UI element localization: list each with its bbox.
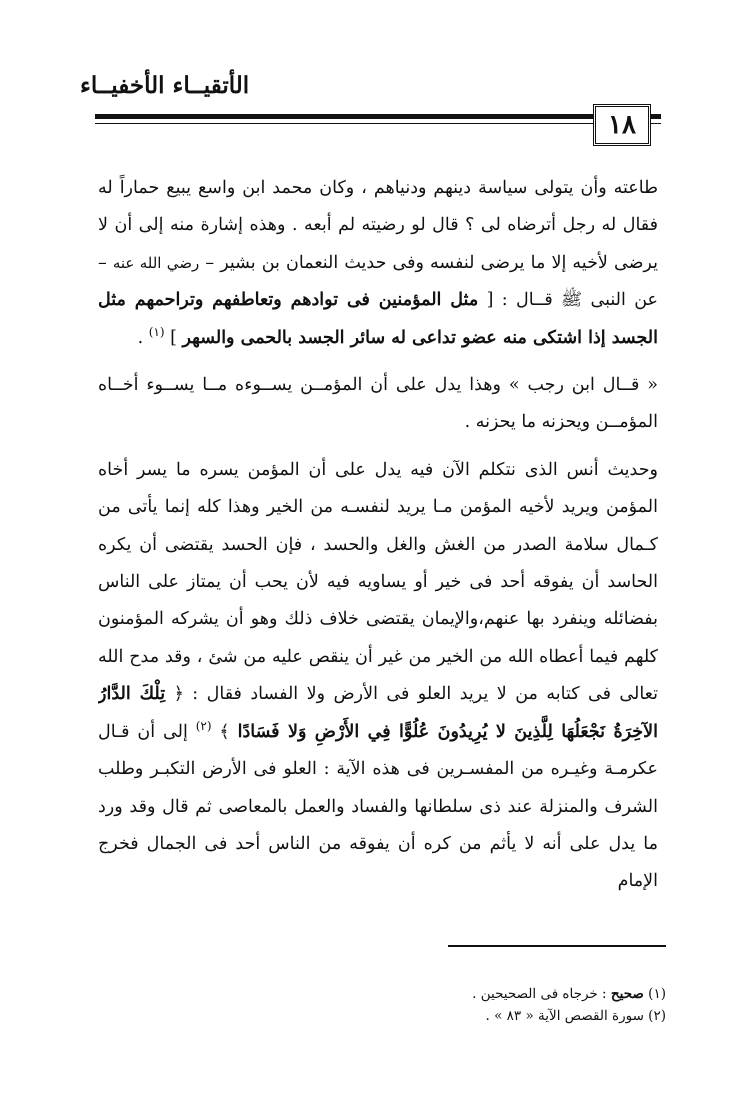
header-rule-thin [95,123,661,124]
verse-open-bracket: ﴿ [173,684,184,705]
honorific-mark: رضي الله عنه [112,253,200,272]
paragraph-1-end: . [137,327,144,348]
footnote-ref-1[interactable]: (١) [148,324,165,339]
page-number: ١٨ [593,104,651,146]
footnote-text: سورة القصص الآية « ٨٣ » . [485,1008,644,1024]
bracket-close: ] [170,327,177,348]
quran-verse: تِلْكَ الدَّارُ الآخِرَةُ نَجْعَلُهَا لِلَّذِينَ لا يُرِيدُونَ عُلُوًّا فِي الأَرْضِ وَلا فَسَادًا [98,684,658,742]
paragraph-2: « قــال ابن رجب » وهذا يدل على أن المؤمــن يســوءه مــا يســوء أخــاه المؤمــن ويحزنه ما يحزنه . [98,375,658,433]
verse-close-bracket: ﴾ [219,721,230,742]
page-title: الأتقيــاء الأخفيــاء [80,72,250,99]
footnote-ref-2[interactable]: (٢) [195,718,212,733]
paragraph-3-continuation: إلى أن قـال عكرمـة وغيـره من المفسـرين فى هذه الآية : العلو فى الأرض التكبـر وطلب الشرف والمنزلة عند ذى سلطانها والفساد والعمل بالمعاصى ثم قال وقد ورد ما يدل على أنه لا يأثم من كره أن يفوقه من الناس أحد فى الجمال فخرج الإمام [98,721,658,892]
footnote-divider [448,945,666,947]
paragraph-1-attribution: – عن النبى ﷺ قــال : [ [98,252,658,311]
footnote-2 [300,1005,666,1027]
main-text [98,170,658,930]
header-rule-thick [95,114,661,119]
paragraph-1-text: طاعته وأن يتولى سياسة دينهم ودنياهم ، وكان محمد ابن واسع يبيع حماراً له فقال له رجل أترضاه لى ؟ قال لو رضيته لم أبعه . وهذه إشارة منه إلى أن لا يرضى لأخيه إلا ما يرضى لنفسه وفى حديث النعمان بن بشير – [98,178,658,273]
footnote-number: (١) [648,986,666,1002]
hadith-quote: مثل المؤمنين فى توادهم وتعاطفهم وتراحمهم مثل الجسد إذا اشتكى منه عضو تداعى له سائر الجسد بالحمى والسهر [98,290,658,348]
footnote-number: (٢) [648,1008,666,1024]
paragraph-3-text: وحديث أنس الذى نتكلم الآن فيه يدل على أن المؤمن يسره ما يسر أخاه المؤمن ويريد لأخيه المؤمن مـا يريد لنفسـه من الخير وهذا كله إنما يأتى من كـمال سلامة الصدر من الغش والغل والحسد ، فإن الحسد يقتضى أن يكره الحاسد أن يفوقه أحد فى خير أو يساويه فيه لأن يحب أن يمتاز على الناس بفضائله وينفرد بها عنهم،والإيمان يقتضى خلاف ذلك وهو أن يشركه المؤمنون كلهم فيما أعطاه الله من الخير من غير أن ينقص عليه من شئ ، وقد مدح الله تعالى فى كتابه من لا يريد العلو فى الأرض ولا الفساد فقال : [98,459,658,705]
footnote-1 [300,983,666,1005]
paragraph-1 [98,170,658,357]
footnote-text: : خرجاه فى الصحيحين . [472,986,607,1002]
footnote-grade: صحيح [610,986,644,1002]
footnotes [300,983,666,1027]
paragraph-3 [98,452,658,901]
